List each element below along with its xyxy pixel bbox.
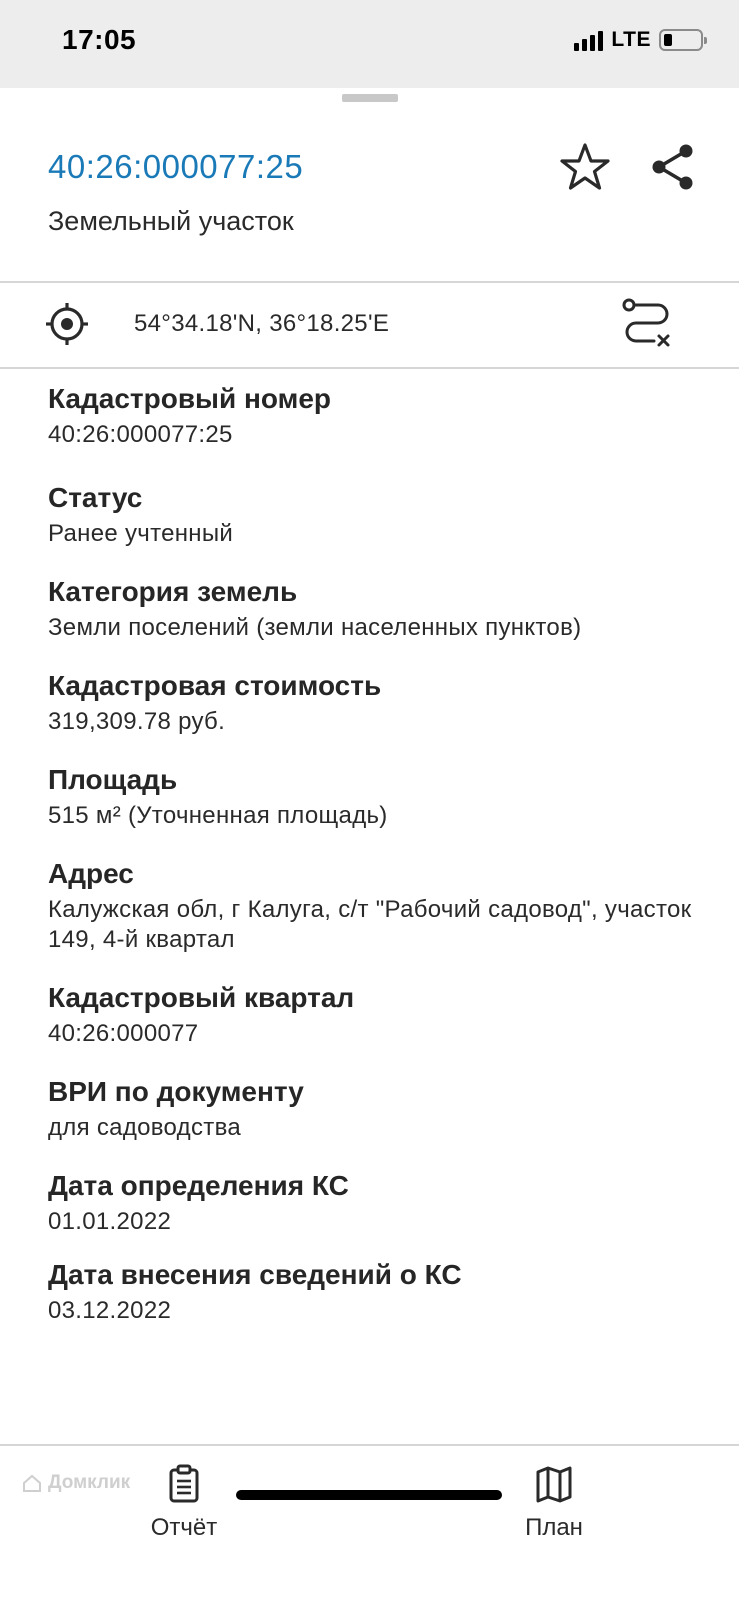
field-value: Земли поселений (земли населенных пунктов) — [48, 614, 582, 641]
divider — [0, 367, 739, 369]
field-label: Площадь — [48, 764, 178, 795]
bottom-sheet — [0, 88, 739, 1600]
battery-icon — [659, 29, 703, 51]
route-icon — [618, 295, 676, 353]
report-label: Отчёт — [150, 1514, 218, 1541]
clipboard-icon — [164, 1464, 204, 1504]
status-time: 17:05 — [62, 24, 137, 55]
cadastral-number-title[interactable]: 40:26:000077:25 — [48, 148, 304, 185]
field-value: Ранее учтенный — [48, 520, 234, 547]
field-value: для садоводства — [48, 1114, 241, 1141]
field-label: Кадастровый номер — [48, 383, 331, 414]
plan-label: План — [525, 1514, 583, 1541]
field-status — [48, 481, 708, 549]
plan-button[interactable] — [474, 1464, 634, 1542]
field-area — [48, 763, 708, 831]
field-cadastral-number — [48, 382, 708, 450]
network-label: LTE — [611, 28, 651, 51]
share-icon — [646, 140, 700, 194]
route-button[interactable] — [618, 295, 676, 353]
field-label: Статус — [48, 482, 143, 513]
house-icon — [22, 1473, 42, 1493]
status-indicators — [574, 28, 703, 52]
field-value: 319,309.78 руб. — [48, 708, 226, 735]
home-indicator[interactable] — [236, 1490, 502, 1500]
field-permitted-use — [48, 1075, 708, 1143]
signal-icon — [574, 29, 603, 51]
field-value: 01.01.2022 — [48, 1208, 172, 1235]
field-land-category — [48, 575, 708, 643]
favorite-button[interactable] — [558, 140, 612, 194]
field-valuation-date — [48, 1169, 708, 1237]
field-address — [48, 857, 708, 955]
watermark — [22, 1472, 130, 1494]
field-entry-date — [48, 1258, 708, 1326]
field-label: Кадастровая стоимость — [48, 670, 382, 701]
object-type: Земельный участок — [48, 206, 294, 236]
field-value[interactable]: 40:26:000077:25 — [48, 421, 233, 448]
star-icon — [558, 140, 612, 194]
target-icon — [44, 301, 90, 347]
sheet-grabber[interactable] — [342, 94, 398, 102]
watermark-text: Домклик — [48, 1472, 131, 1493]
field-value: Калужская обл, г Калуга, с/т "Рабочий садовод", участок 149, 4-й квартал — [48, 896, 692, 953]
field-label: Категория земель — [48, 576, 298, 607]
field-label: Дата определения КС — [48, 1170, 349, 1201]
share-button[interactable] — [646, 140, 700, 194]
coordinates-row — [0, 283, 739, 367]
field-label: ВРИ по документу — [48, 1076, 304, 1107]
field-cadastral-value — [48, 669, 708, 737]
field-label: Адрес — [48, 858, 134, 889]
status-bar — [0, 0, 739, 88]
bottom-nav — [0, 1446, 739, 1600]
field-cadastral-quarter — [48, 981, 708, 1049]
locate-button[interactable] — [44, 301, 90, 347]
field-label: Дата внесения сведений о КС — [48, 1259, 462, 1290]
field-value: 03.12.2022 — [48, 1297, 172, 1324]
field-value[interactable]: 40:26:000077 — [48, 1020, 199, 1047]
field-label: Кадастровый квартал — [48, 982, 355, 1013]
map-icon — [534, 1464, 574, 1504]
coordinates-text[interactable]: 54°34.18'N, 36°18.25'E — [134, 310, 390, 337]
field-value: 515 м² (Уточненная площадь) — [48, 802, 388, 829]
